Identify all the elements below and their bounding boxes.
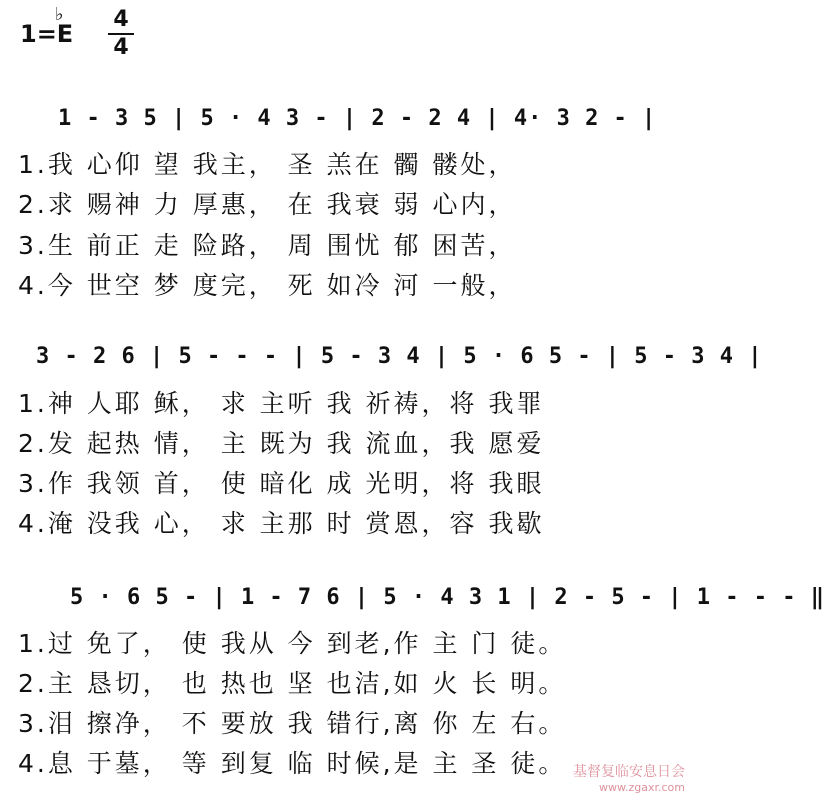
lyric-line-2-3: 3.作 我领 首， 使 暗化 成 光明，将 我眼 [18,469,545,498]
lyric-line-1-4: 4.今 世空 梦 度完， 死 如冷 河 一般， [18,271,517,300]
notation-line-3: 5 · 6 5 - | 1 - 7 6 | 5 · 4 3 1 | 2 - 5 - | 1 - - - ‖ [70,585,825,610]
key-label: 1=E [20,20,74,48]
lyric-line-2-2: 2.发 起热 情， 主 既为 我 流血，我 愿爱 [18,429,545,458]
lyric-line-2-4: 4.淹 没我 心， 求 主那 时 赏恩，容 我歇 [18,509,545,538]
watermark [505,761,685,794]
time-signature [108,8,134,60]
watermark-title: 基督复临安息日会 [573,764,685,780]
lyric-line-1-2: 2.求 赐神 力 厚惠， 在 我衰 弱 心内， [18,190,517,219]
lyric-line-1-1: 1.我 心仰 望 我主， 圣 羔在 髑 髅处， [18,150,517,179]
lyric-line-1-3: 3.生 前正 走 险路， 周 围忧 郁 困苦， [18,231,517,260]
lyric-line-3-3: 3.泪 擦净， 不 要放 我 错行,离 你 左 右。 [18,709,567,738]
lyric-line-3-1: 1.过 免了， 使 我从 今 到老,作 主 门 徒。 [18,629,567,658]
flat-symbol: ♭ [55,4,64,25]
notation-line-2: 3 - 2 6 | 5 - - - | 5 - 3 4 | 5 · 6 5 - | 5 - 3 4 | [36,344,763,369]
lyric-line-2-1: 1.神 人耶 稣， 求 主听 我 祈祷，将 我罪 [18,389,545,418]
time-signature-top: 4 [113,7,129,32]
notation-line-1: 1 - 3 5 | 5 · 4 3 - | 2 - 2 4 | 4· 3 2 - | [58,106,657,131]
watermark-url: www.zgaxr.com [599,781,685,794]
time-signature-bottom: 4 [113,35,129,60]
lyric-line-3-2: 2.主 恳切， 也 热也 坚 也洁,如 火 长 明。 [18,669,567,698]
lyric-line-3-4: 4.息 于墓， 等 到复 临 时候,是 主 圣 徒。 [18,749,567,778]
